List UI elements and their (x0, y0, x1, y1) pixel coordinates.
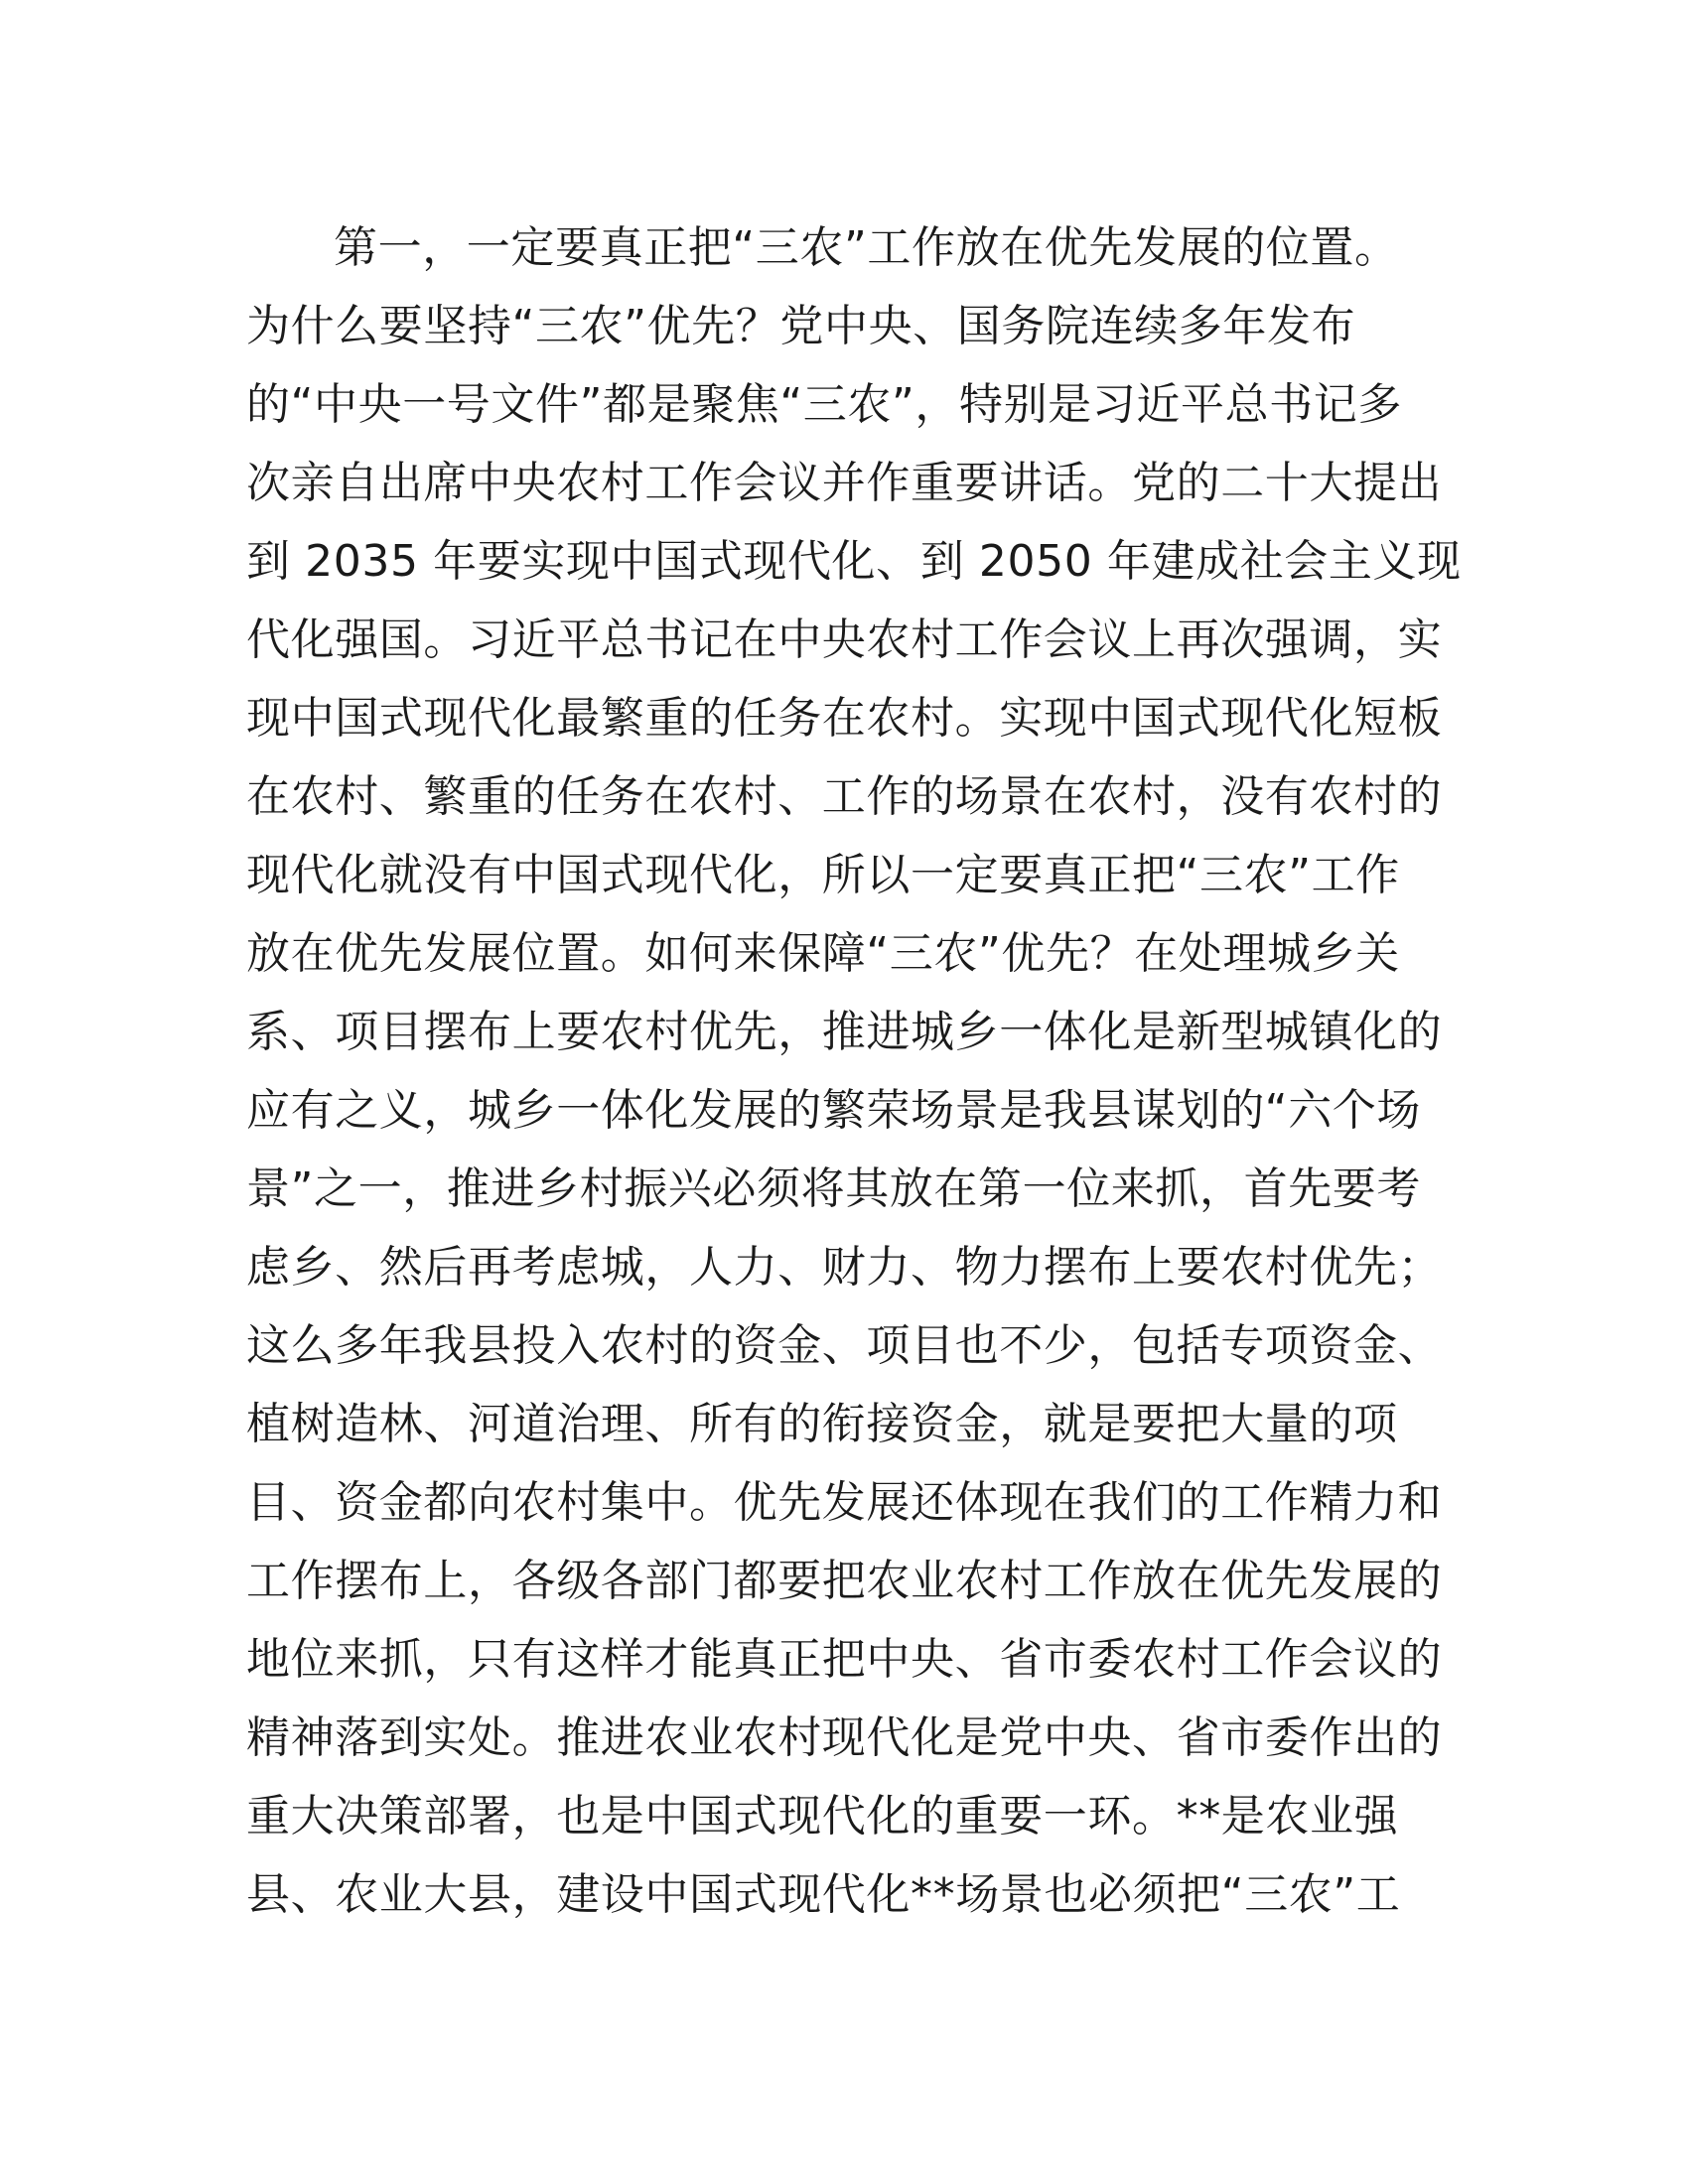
text-line: 应有之义，城乡一体化发展的繁荣场景是我县谋划的“六个场 (246, 1085, 1421, 1136)
text-line: 虑乡、然后再考虑城，人力、财力、物力摆布上要农村优先； (246, 1242, 1443, 1293)
text-line: 重大决策部署，也是中国式现代化的重要一环。**是农业强 (246, 1791, 1399, 1842)
text-line: 地位来抓，只有这样才能真正把中央、省市委农村工作会议的 (246, 1634, 1443, 1685)
text-line: 为什么要坚持“三农”优先？党中央、国务院连续多年发布 (246, 301, 1356, 351)
text-line: 到 2035 年要实现中国式现代化、到 2050 年建成社会主义现 (246, 536, 1462, 587)
text-line: 植树造林、河道治理、所有的衔接资金，就是要把大量的项 (246, 1399, 1398, 1449)
text-line: 精神落到实处。推进农业农村现代化是党中央、省市委作出的 (246, 1712, 1443, 1763)
text-line: 次亲自出席中央农村工作会议并作重要讲话。党的二十大提出 (246, 458, 1443, 508)
text-line: 的“中央一号文件”都是聚焦“三农”，特别是习近平总书记多 (246, 379, 1402, 430)
text-line: 第一，一定要真正把“三农”工作放在优先发展的位置。 (334, 222, 1399, 273)
text-line: 放在优先发展位置。如何来保障“三农”优先？在处理城乡关 (246, 928, 1400, 979)
text-line: 代化强国。习近平总书记在中央农村工作会议上再次强调，实 (246, 614, 1443, 665)
text-line: 系、项目摆布上要农村优先，推进城乡一体化是新型城镇化的 (246, 1007, 1443, 1057)
text-line: 在农村、繁重的任务在农村、工作的场景在农村，没有农村的 (246, 771, 1443, 822)
text-line: 这么多年我县投入农村的资金、项目也不少，包括专项资金、 (246, 1320, 1443, 1371)
body-paragraph (246, 208, 1462, 1934)
text-line: 现代化就没有中国式现代化，所以一定要真正把“三农”工作 (246, 850, 1400, 900)
text-line: 工作摆布上，各级各部门都要把农业农村工作放在优先发展的 (246, 1556, 1443, 1606)
text-line: 县、农业大县，建设中国式现代化**场景也必须把“三农”工 (246, 1869, 1401, 1920)
text-line: 现中国式现代化最繁重的任务在农村。实现中国式现代化短板 (246, 693, 1443, 744)
text-line: 目、资金都向农村集中。优先发展还体现在我们的工作精力和 (246, 1477, 1443, 1528)
text-line: 景”之一，推进乡村振兴必须将其放在第一位来抓，首先要考 (246, 1163, 1421, 1214)
